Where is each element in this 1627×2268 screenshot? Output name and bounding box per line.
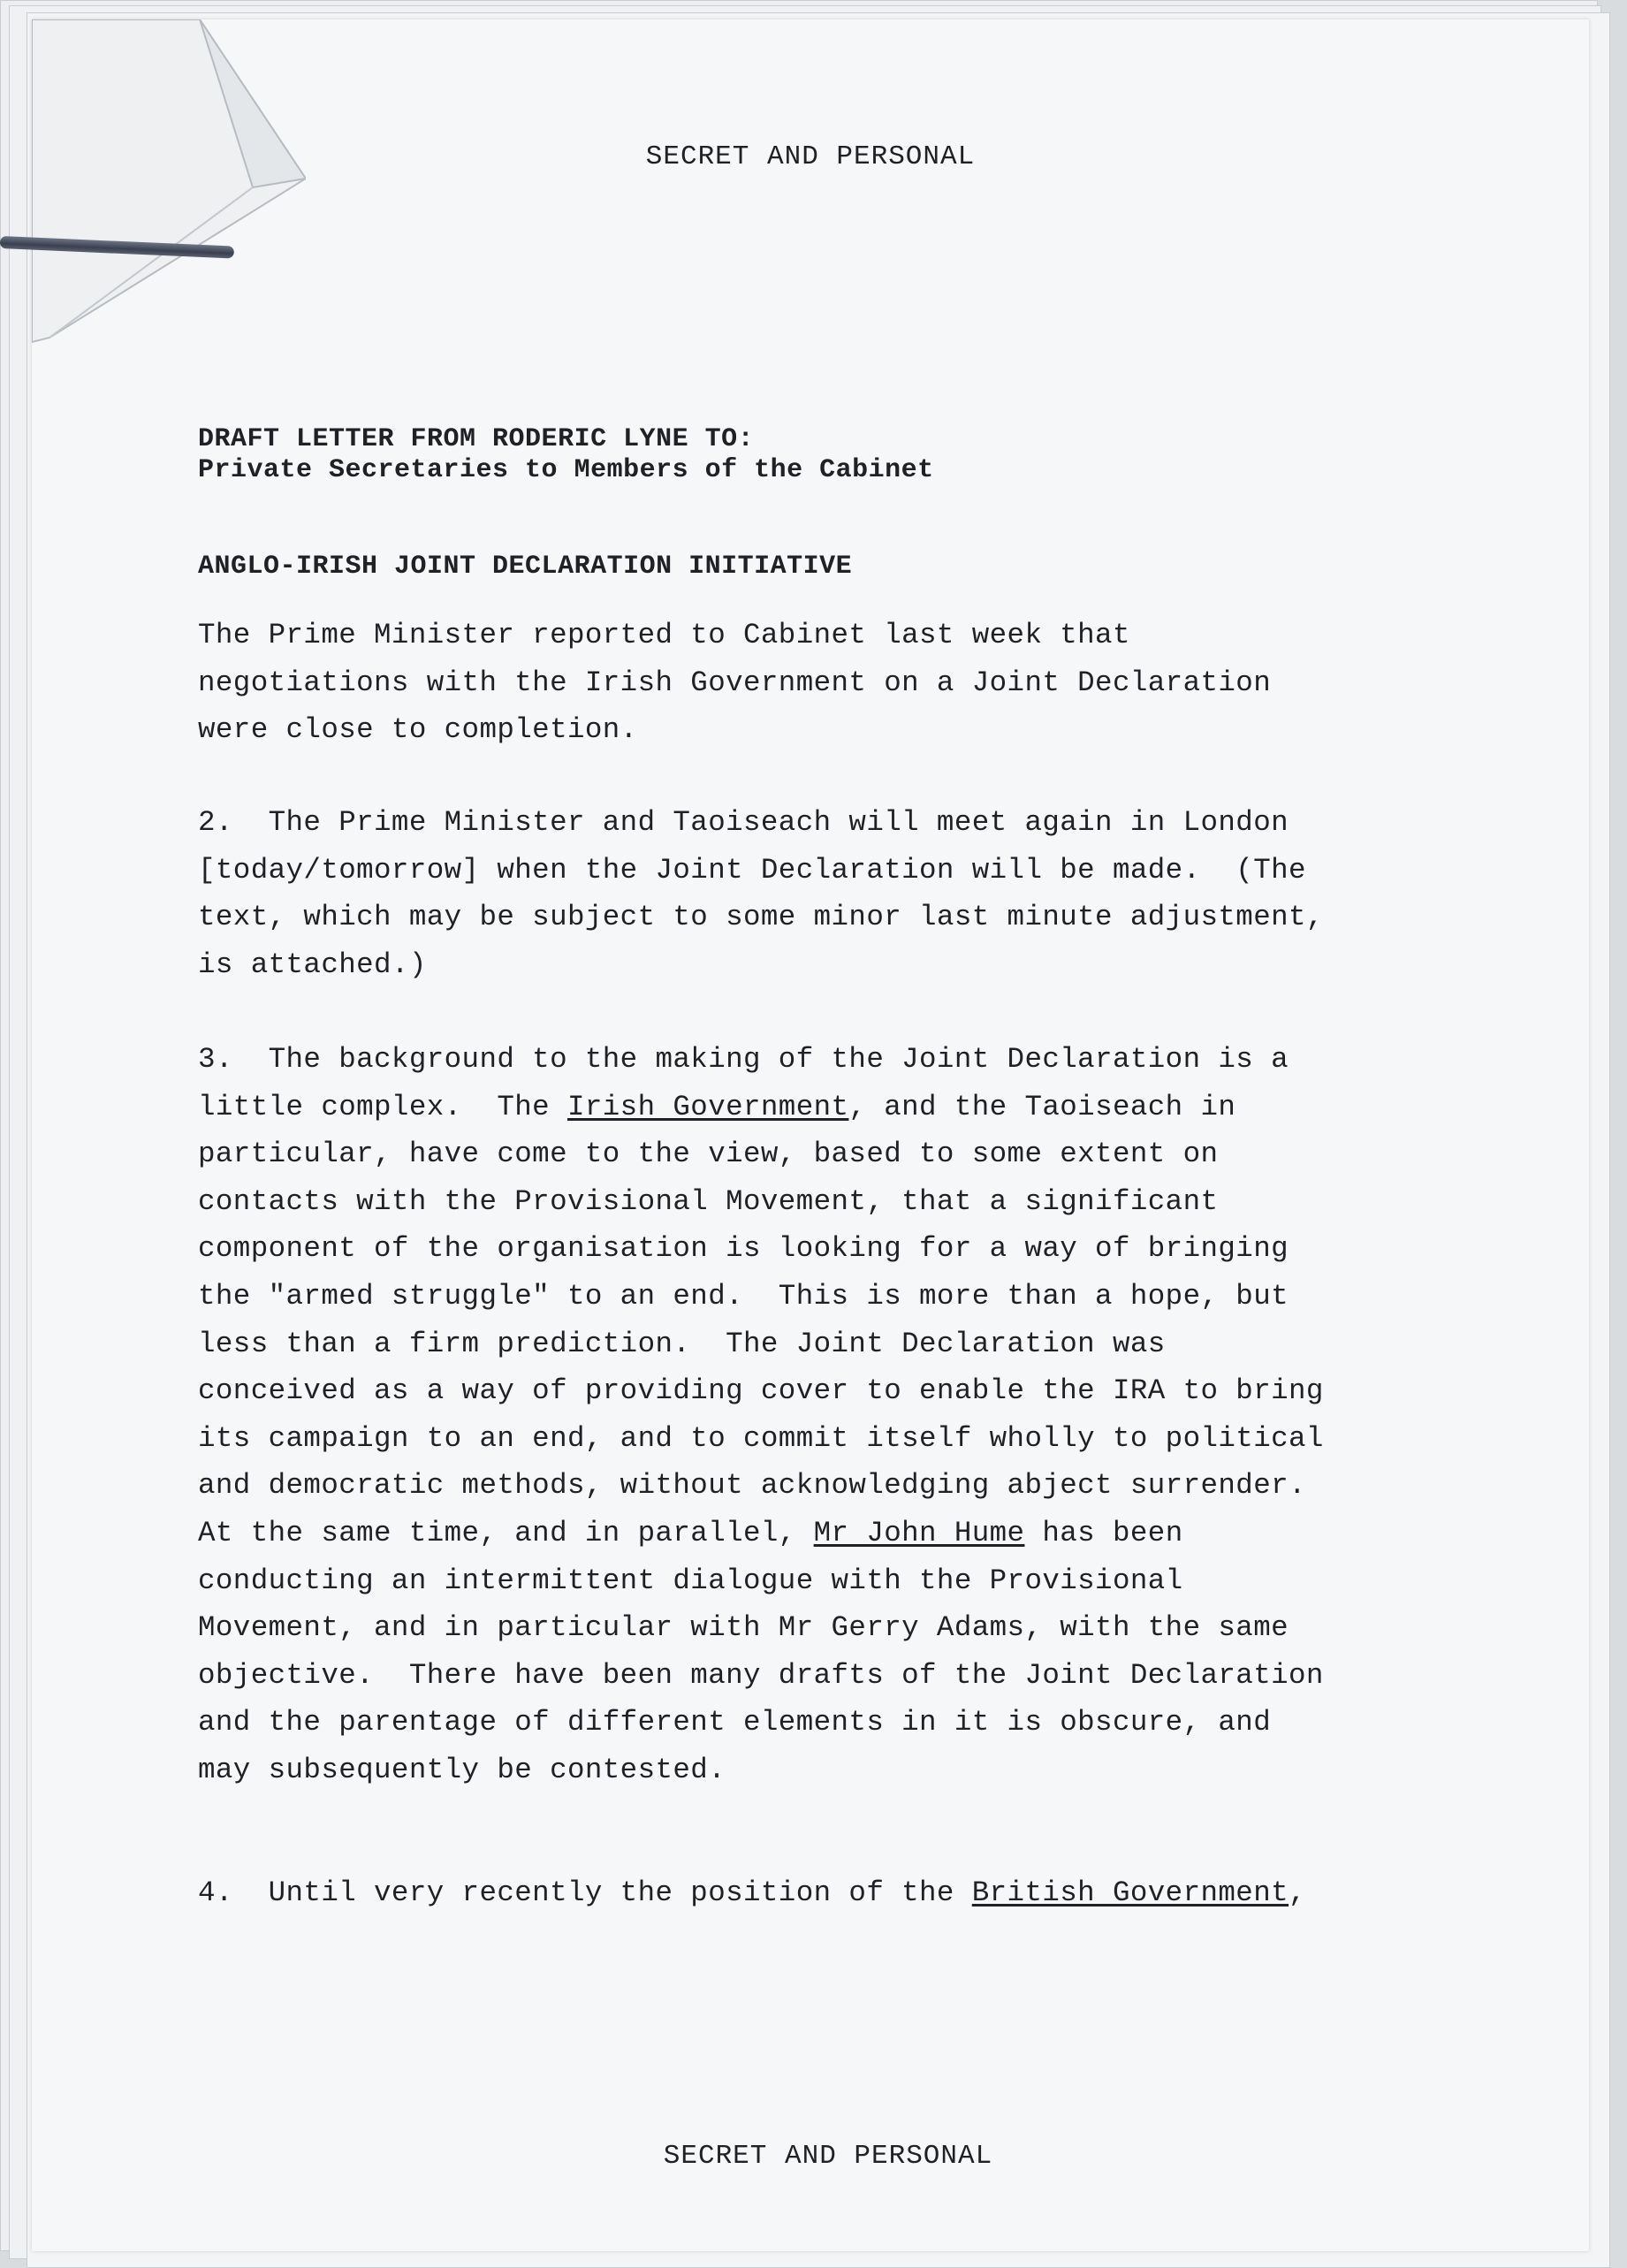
letter-heading-line2: Private Secretaries to Members of the Cabinet bbox=[198, 455, 934, 485]
paragraph-line: less than a firm prediction. The Joint Declaration was bbox=[198, 1327, 1166, 1360]
text-segment: , bbox=[1289, 1876, 1306, 1909]
paragraph-line: and democratic methods, without acknowledging abject surrender. bbox=[198, 1469, 1306, 1503]
paragraph-line: 2. The Prime Minister and Taoiseach will meet again in London bbox=[198, 806, 1289, 839]
subject-heading: ANGLO-IRISH JOINT DECLARATION INITIATIVE bbox=[198, 552, 853, 582]
text-segment: At the same time, and in parallel, bbox=[198, 1516, 814, 1549]
paragraph-line: Movement, and in particular with Mr Gerry Adams, with the same bbox=[198, 1611, 1289, 1645]
paragraph-line: may subsequently be contested. bbox=[198, 1753, 726, 1786]
paragraph-line: [today/tomorrow] when the Joint Declaration will be made. (The bbox=[198, 853, 1306, 887]
paragraph-line: its campaign to an end, and to commit itself wholly to political bbox=[198, 1421, 1324, 1455]
paragraph-line: and the parentage of different elements in it is obscure, and bbox=[198, 1706, 1272, 1739]
paragraph-line: 3. The background to the making of the Joint Declaration is a bbox=[198, 1043, 1289, 1076]
classification-footer: SECRET AND PERSONAL bbox=[663, 2141, 993, 2172]
text-segment: 4. Until very recently the position of the bbox=[198, 1876, 972, 1909]
folded-corner bbox=[32, 19, 306, 355]
paragraph-line: The Prime Minister reported to Cabinet last week that bbox=[198, 619, 1130, 651]
classification-header: SECRET AND PERSONAL bbox=[645, 141, 976, 172]
paragraph-line: the "armed struggle" to an end. This is more than a hope, but bbox=[198, 1279, 1289, 1313]
letter-heading-line1: DRAFT LETTER FROM RODERIC LYNE TO: bbox=[198, 424, 755, 454]
underlined-irish-government: Irish Government bbox=[566, 1090, 849, 1123]
paragraph-1 bbox=[198, 612, 1471, 754]
paragraph-line bbox=[198, 1510, 1471, 1557]
paragraph-line: conceived as a way of providing cover to enable the IRA to bring bbox=[198, 1374, 1324, 1408]
paragraph-line: is attached.) bbox=[198, 948, 427, 981]
paragraph-line: contacts with the Provisional Movement, that a significant bbox=[198, 1184, 1219, 1218]
paragraph-3 bbox=[198, 1036, 1471, 1794]
paragraph-4 bbox=[198, 1869, 1471, 1917]
paragraph-line: negotiations with the Irish Government on a Joint Declaration bbox=[198, 666, 1272, 699]
text-segment: has been bbox=[1024, 1516, 1183, 1549]
text-segment: little complex. The bbox=[198, 1090, 567, 1123]
text-segment: , and the Taoiseach in bbox=[848, 1090, 1236, 1123]
paragraph-line bbox=[198, 1084, 1471, 1131]
document-page bbox=[32, 19, 1589, 2251]
paragraph-line: objective. There have been many drafts of the Joint Declaration bbox=[198, 1658, 1324, 1692]
underlined-john-hume: Mr John Hume bbox=[813, 1516, 1025, 1549]
paragraph-line: were close to completion. bbox=[198, 713, 638, 747]
paragraph-line: conducting an intermittent dialogue with the Provisional bbox=[198, 1564, 1183, 1597]
paragraph-line: text, which may be subject to some minor last minute adjustment, bbox=[198, 901, 1324, 934]
paragraph-line: component of the organisation is looking for a way of bringing bbox=[198, 1232, 1289, 1266]
paragraph-2 bbox=[198, 799, 1471, 988]
paragraph-line bbox=[198, 1869, 1471, 1917]
paragraph-line: particular, have come to the view, based to some extent on bbox=[198, 1138, 1219, 1171]
underlined-british-government: British Government bbox=[971, 1876, 1289, 1909]
